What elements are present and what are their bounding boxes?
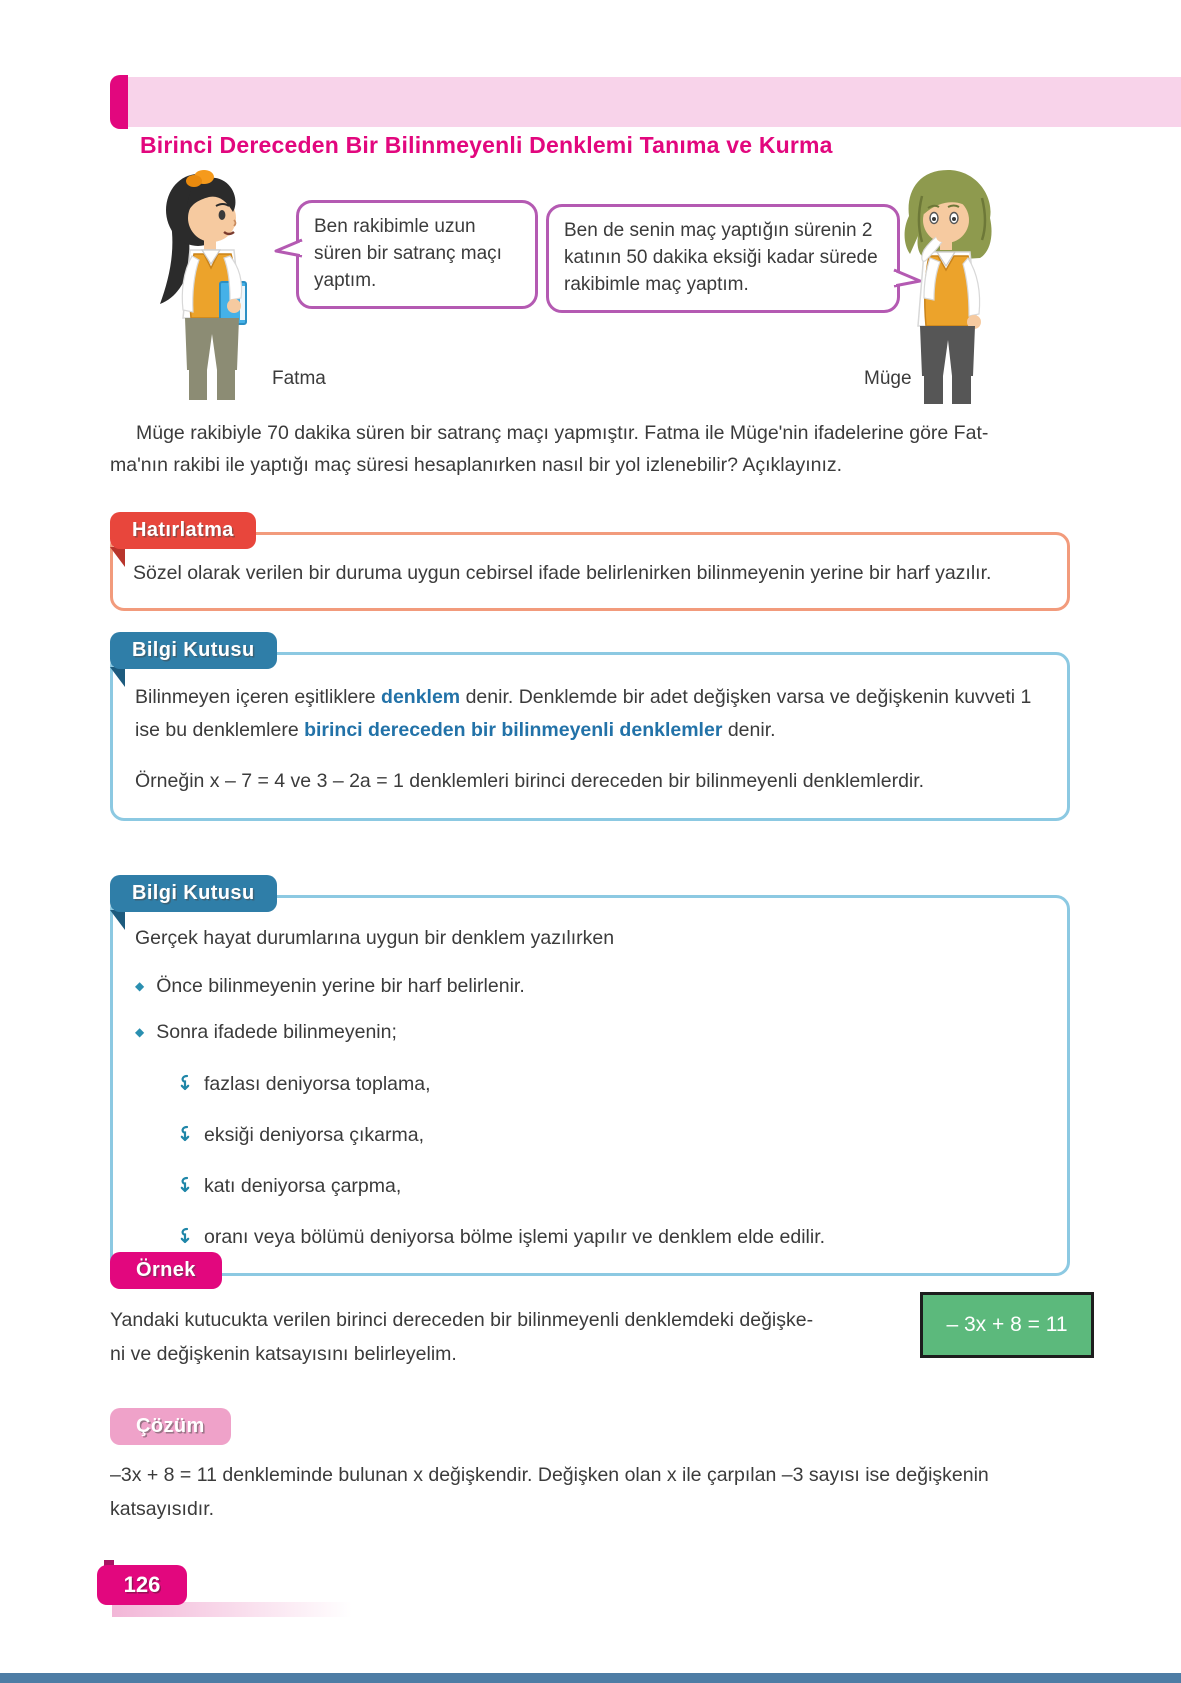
bullet-text: Sonra ifadede bilinmeyenin; xyxy=(156,1021,397,1044)
section-header-bar xyxy=(110,77,1181,127)
info-box-1 xyxy=(110,639,1070,821)
sub-bullet-text: oranı veya bölümü deniyorsa bölme işlemi yapılır ve denklem elde edilir. xyxy=(204,1226,826,1249)
fatma-name-label: Fatma xyxy=(272,368,326,389)
reminder-tag: Hatırlatma xyxy=(110,512,256,549)
page-title: Birinci Dereceden Bir Bilinmeyenli Denklemi Tanıma ve Kurma xyxy=(140,132,833,158)
solution-line-2: katsayısıdır. xyxy=(110,1498,215,1521)
reminder-text: Sözel olarak verilen bir duruma uygun cebirsel ifade belirlenirken bilinmeyenin yerine bir harf yazılır. xyxy=(133,562,992,584)
definition-segment: denir. Denklemde bir adet değişken varsa ve değişkenin kuvveti 1 ise bu denklemlere xyxy=(135,686,1032,742)
term-birinci-dereceden: birinci dereceden bir bilinmeyenli denklemler xyxy=(304,719,723,742)
bullet-item xyxy=(135,972,1045,1001)
info-box-2-tag: Bilgi Kutusu xyxy=(110,875,277,912)
speech-bubble-tail-left xyxy=(274,237,304,263)
diamond-bullet-icon: ◆ xyxy=(135,979,145,994)
bullet-item xyxy=(135,1018,1045,1047)
example-badge: Örnek xyxy=(110,1252,222,1289)
info-box-2-tag-fold xyxy=(110,910,125,930)
reminder-box xyxy=(110,519,1070,611)
muge-name-label: Müge xyxy=(864,368,912,389)
arrow-bullet-icon xyxy=(177,1125,192,1143)
solution-badge: Çözüm xyxy=(110,1408,231,1445)
sub-bullet-text: katı deniyorsa çarpma, xyxy=(204,1175,402,1198)
speech-bubble-fatma xyxy=(296,200,538,309)
sub-bullet-item xyxy=(177,1223,1045,1252)
info-box-2 xyxy=(110,882,1070,1276)
sub-bullet-item xyxy=(177,1172,1045,1201)
speech-bubble-muge xyxy=(546,204,900,313)
arrow-bullet-icon xyxy=(177,1074,192,1092)
sub-bullet-item xyxy=(177,1070,1045,1099)
definition-segment: Bilinmeyen içeren eşitliklere xyxy=(135,686,382,708)
example-line-2: ni ve değişkenin katsayısını belirleyelim. xyxy=(110,1343,457,1366)
definition-segment: denir. xyxy=(722,719,776,742)
dialogue-scene xyxy=(0,166,1181,416)
fatma-illustration xyxy=(148,166,276,404)
term-denklem: denklem xyxy=(381,686,461,708)
info-box-1-tag-fold xyxy=(110,667,125,687)
sub-bullet-item xyxy=(177,1121,1045,1150)
info-box-1-definition xyxy=(135,681,1045,747)
equation-box: – 3x + 8 = 11 xyxy=(920,1292,1094,1358)
sub-bullet-text: eksiği deniyorsa çıkarma, xyxy=(204,1123,425,1146)
muge-speech-text: Ben de senin maç yaptığın sürenin 2 katının 50 dakika eksiği kadar sürede rakibimle maç yaptım. xyxy=(564,220,878,295)
solution-line-1: –3x + 8 = 11 denkleminde bulunan x değişkendir. Değişken olan x ile çarpılan –3 sayısı ise değişkenin xyxy=(110,1464,989,1486)
example-text xyxy=(110,1303,900,1371)
diamond-bullet-icon: ◆ xyxy=(135,1025,145,1040)
info-box-2-intro: Gerçek hayat durumlarına uygun bir denklem yazılırken xyxy=(135,927,615,949)
arrow-bullet-icon xyxy=(177,1227,192,1245)
sub-bullet-text: fazlası deniyorsa toplama, xyxy=(204,1072,431,1095)
bullet-text: Önce bilinmeyenin yerine bir harf belirlenir. xyxy=(156,975,525,998)
page-number-badge: 126 xyxy=(97,1565,187,1605)
intro-line-1: Müge rakibiyle 70 dakika süren bir satranç maçı yapmıştır. Fatma ile Müge'nin ifadelerine göre Fat- xyxy=(136,422,989,444)
arrow-bullet-icon xyxy=(177,1176,192,1194)
header-bar-cap xyxy=(110,75,128,129)
info-box-1-example-line: Örneğin x – 7 = 4 ve 3 – 2a = 1 denklemleri birinci dereceden bir bilinmeyenli denklemlerdir. xyxy=(135,770,925,793)
intro-paragraph xyxy=(110,418,1078,481)
reminder-tag-fold xyxy=(110,547,125,567)
solution-text xyxy=(110,1458,1078,1526)
intro-line-2: ma'nın rakibi ile yaptığı maç süresi hesaplanırken nasıl bir yol izlenebilir? Açıklayınız. xyxy=(110,453,843,476)
example-line-1: Yandaki kutucukta verilen birinci dereceden bir bilinmeyenli denklemdeki değişke- xyxy=(110,1309,814,1331)
bottom-edge-bar xyxy=(0,1673,1181,1683)
info-box-1-tag: Bilgi Kutusu xyxy=(110,632,277,669)
fatma-speech-text: Ben rakibimle uzun süren bir satranç maçı yaptım. xyxy=(314,216,502,291)
